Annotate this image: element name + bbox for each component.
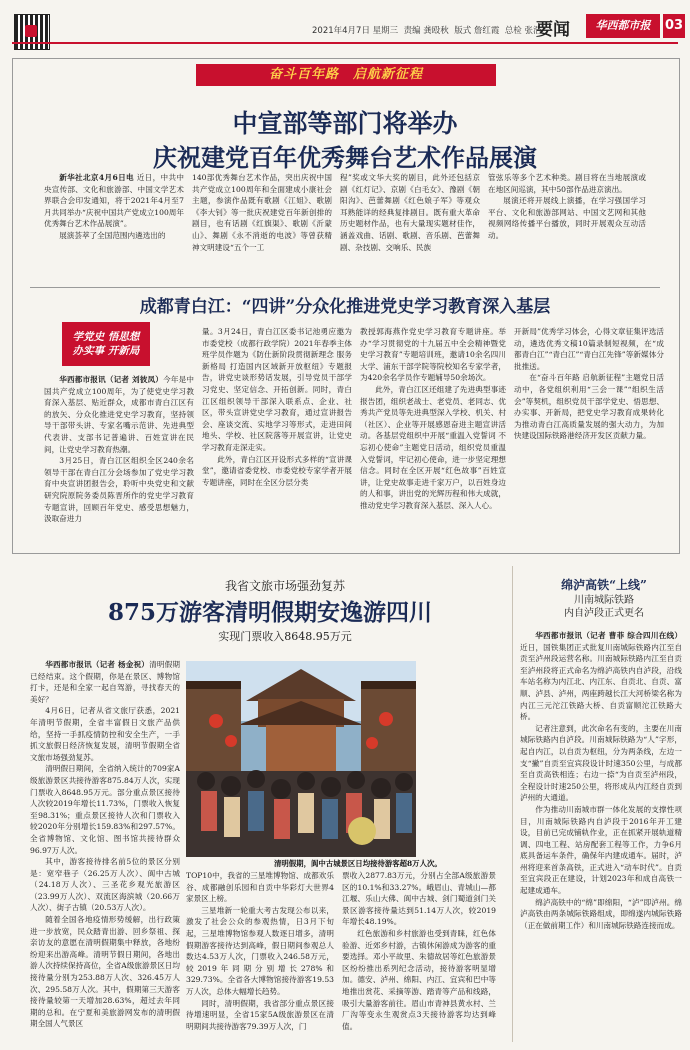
header-rule bbox=[12, 42, 678, 44]
article1-col1-text: 近日，中共中央宣传部、文化和旅游部、中国文学艺术界联合会印发通知，将于2021年4月至7月共同举办“庆祝中国共产党成立100周年优秀舞台艺术作品展演”。 bbox=[44, 173, 184, 229]
article1-col1b: 展演荟萃了全国范围内遴选出的 bbox=[59, 230, 166, 240]
page-number: 03 bbox=[663, 14, 685, 38]
article2-col2b: 此外，青白江区开设形式多样的“宣讲课堂”，邀请省委党校、市委党校专家学者开展专题讲座，同时在全区分层分类 bbox=[202, 454, 352, 487]
article3-kicker: 我省文旅市场强劲复苏 bbox=[224, 579, 345, 593]
article3-subtitle: 实现门票收入8648.95万元 bbox=[218, 630, 352, 643]
header-editor: 责编 龚殴秋 bbox=[403, 26, 449, 36]
article3-col2b: 三星堆新一轮重大考古发现公布以来，激发了社会公众的参观热情，日3月下旬起，三星堆博物馆参观人数逐日增多，清明假期游客接待达到高峰，假日期间参观总人数达4.53万人次，门票收入246.58万元，较2019年同期分别增长278%和329.73%。全省各大博物馆接待游客19.53万人次，总体大幅增长趋势。 bbox=[186, 905, 334, 996]
article3-col2c: 同时，清明假期，我省部分重点景区接待增速明显，全省15家5A级旅游景区在清明期间共接待游客79.39万人次，门 bbox=[186, 998, 334, 1031]
paper-logo: 华西都市报 bbox=[586, 14, 660, 38]
article1-col4 bbox=[488, 172, 646, 284]
rail-separator bbox=[512, 566, 513, 1042]
article3-title: 875万游客清明假期安逸游四川 bbox=[107, 599, 432, 626]
article1-col4a: 管弦乐等多个艺术种类。剧目将在当地展演或在地区间巡演，其中50部作品进京演出。 bbox=[488, 173, 646, 194]
article3-col1c: 清明假日期间，全省纳入统计的709家A级旅游景区共接待游客875.84万人次，实现门票收入8648.95万元。部分重点景区接待人次较2019年增长11.73%，门票收入恢复至98.31%；重点景区接待人次和门票收入较2020年分别增长159.83%和297.57%。全省博物馆、文化馆、图书馆共接待群众96.97万人次。 bbox=[30, 764, 180, 855]
article-divider bbox=[30, 287, 660, 288]
article2-col2a: 量。3月24日，青白江区委书记池勇应邀为市委党校（成都行政学院）2021年春季主体班学员作题为《防仕新阶段贯彻新理念 服务新格局 打造国内区域新开放枢纽》专题报告，讲党史谈形势话发展，引导党员干部学习党史、坚定信念、开拓创新。同时，青白江区组织领导干部深入联系点、企业、社区，带头宣讲党史学习教育，通过宣讲报告会、座谈交流、实地学习等形式，走进田间地头、学校、社区院落等开展宣讲，让党史学习教育走深走实。 bbox=[202, 327, 352, 452]
article4-colb: 记者注意到，此次命名有变的，主要在川南城际铁路内自泸段。川南城际铁路为“人”字形，起自内江，以自贡为枢纽，分为两条线，左边一支“撇”自贡至宜宾段设计时速350公里，与成都至自贡高铁相连；右边一捺“为自贡至泸州段，全程设计时速250公里，将形成从内江经自贡到泸州的大通道。 bbox=[520, 723, 682, 803]
article3-col1b: 4月6日，记者从省文旅厅获悉，2021年清明节假期，全省丰富假日文旅产品供给，坚持一手抓疫情防控和安全生产，一手抓文旅假日经济恢复发展，清明节假期全省文旅市场强劲复苏。 bbox=[30, 706, 180, 762]
header-date: 2021年4月7日 bbox=[312, 26, 370, 36]
ancient-town-photo bbox=[186, 661, 416, 857]
article3-col1-text: 清明假期已经结束。这个假期，你是在景区、博物馆打卡，还是和全家一起自驾游，寻找春天的美好？ bbox=[30, 660, 180, 704]
photo-illustration bbox=[186, 661, 416, 857]
article2-col1 bbox=[44, 374, 194, 546]
badge-line1: 学党史 悟思想 bbox=[72, 331, 140, 343]
header-weekday: 星期三 bbox=[372, 26, 399, 36]
theme-banner: 奋斗百年路 启航新征程 bbox=[196, 64, 496, 86]
article2-col2 bbox=[202, 326, 352, 546]
article3-col3 bbox=[342, 870, 496, 1044]
header-meta bbox=[312, 24, 542, 36]
article1-col3: 程”奖或文华大奖的剧目，此外还包括京剧《红灯记》、京剧《白毛女》、豫剧《朝阳沟》、芭蕾舞剧《红色娘子军》等观众耳熟能详的经典复排剧目。既有重大革命历史题材作品，也有大量现实题材佳作，涵盖戏曲、话剧、歌剧、音乐剧、芭蕾舞剧、杂技剧、交响乐、民族 bbox=[340, 173, 480, 252]
article3-byline: 华西都市报讯（记者 杨金祝） bbox=[45, 660, 150, 669]
article3-col2 bbox=[186, 870, 334, 1044]
badge-line2: 办实事 开新局 bbox=[72, 345, 140, 357]
article4-col-text: 近日，国铁集团正式批复川南城际铁路内江至自贡至泸州段运营名称。川南城际铁路内江至自贡至泸州段将正式命名为绵泸高铁内自泸段，沿线车站名称为内江北、内江东、自贡北、自贡、富顺、泸县、泸州，两座跨越长江大河桥梁名称为内江三元沱江铁路大桥、自贡富顺沱江铁路大桥。 bbox=[520, 642, 682, 722]
article3-col2a: TOP10中，我省的三星堆博物馆、成都欢乐谷、成都融创乐园和自贡中华彩灯大世界4家景区上榜。 bbox=[186, 871, 334, 904]
qr-code bbox=[14, 14, 50, 50]
article3-col1e: 随着全国各地疫情形势缓解，出行政策进一步放宽，民众踏青出游、回乡祭祖、探亲访友的意愿在清明假期集中释放，各地纷纷迎来出游高峰。清明节假日期间，各地出游人次持续保持高位，全省A级旅游景区日均接待量分别为253.88万人次、326.45万人次、295.58万人次。其中，假期第三天游客接待量较第一天增加28.63%，超过去年同期的总和。在宁夏和美旅游网发布的清明假期全国人气景区 bbox=[30, 915, 180, 1029]
article2-col4a: 开新局”优秀学习体会，心得文章征集评选活动，遴选优秀文稿10篇录制短视频，在“成都青白江”“青白江”“青白江先锋”等新媒体分批推送。 bbox=[514, 327, 664, 371]
article2-byline: 华西都市报讯（记者 刘彼凤） bbox=[59, 375, 164, 384]
article2-col1b: 3月25日，青白江区组织全区240余名领导干部在青白江分会场参加了党史学习教育中央宣讲团报告会，聆听中央党史和文献研究院原院务委员陈晋所作的党史学习教育专题宣讲，回顾百年党史、感受思想魅力，汲取奋进力 bbox=[44, 456, 194, 524]
article1-byline: 新华社北京4月6日电 bbox=[59, 173, 134, 182]
article3-col1 bbox=[30, 659, 180, 1044]
article4-colc: 作为推动川南城市群一体化发展的支撑性项目，川南城际铁路内自泸段于2016年开工建设，目前已完成铺轨作业，正在抓紧开展轨道精调、四电工程、站房配套工程等工作，力争6月底具备运车条件，确保年内建成通车。届时，泸州将迎来首条高铁，正式进入“动车时代”。自贡至宜宾段正在建设，计划2023年和成自高铁一起建成通车。 bbox=[520, 804, 682, 896]
article1-col1 bbox=[44, 172, 184, 284]
photo-caption: 清明假期，阆中古城景区日均接待游客超8万人次。 bbox=[274, 859, 442, 868]
section-title: 要闻 bbox=[536, 20, 570, 40]
article3-col3a: 票收入2877.83万元，分别占全部A级旅游景区的10.1%和33.27%。峨眉山、青城山—都江堰、乐山大佛、阆中古城、剑门蜀道剑门关景区游客接待量达到51.14万人次，较2019年增长48.19%。 bbox=[342, 871, 496, 927]
article4-kicker: 绵泸高铁“上线” bbox=[561, 578, 647, 592]
article3-col3b: 红色旅游和乡村旅游也受到青睐，红色体验游、近郊乡村游，古镇休闲游成为游客的重要选择。邓小平故里、朱德故居等红色旅游景区纷纷推出系列纪念活动，接待游客明显增加。德安、泸州、绵阳、内江、宜宾和巴中等地推出赏花、采摘等游、踏青等产品和线路，吸引大量游客前往。眉山市青神县黄水村、兰厂沟等变永生观赏点3天接待游客均达到峰值。 bbox=[342, 928, 496, 1031]
article4-cold: 绵泸高铁中的“绵”即绵阳，“泸”即泸州。绵泸高铁由两条城际铁路组成，即绵遂内城际铁路（正在做前期工作）和川南城际铁路连接而成。 bbox=[520, 897, 682, 930]
article2-title: 成都青白江：“四讲”分众化推进党史学习教育深入基层 bbox=[139, 297, 551, 317]
article2-col3 bbox=[360, 326, 506, 546]
article4-col bbox=[520, 630, 682, 1044]
article2-col4b: 在“奋斗百年路 启航新征程”主题党日活动中，各党组织利用“三会一课”“组织生活会”等契机，组织党员干部学党史、悟思想、办实事、开新局，把党史学习教育成果转化为推动青白江高质量发展的强大动力，为加快建设国际铁路港经济开发区贡献力量。 bbox=[514, 373, 664, 441]
header-designer: 版式 詹红霞 bbox=[454, 26, 500, 36]
article2-col3a: 教授郭海燕作党史学习教育专题讲座。举办“学习贯彻党的十九届五中全会精神暨党史学习教育”专题培训班，邀请10余名四川大学、浦东干部学院等院校知名专家学者，为420余名学员作专题辅导50余场次。 bbox=[360, 327, 506, 383]
article1-title-line2: 庆祝建党百年优秀舞台艺术作品展演 bbox=[153, 143, 537, 172]
article2-col1-text: 今年是中国共产党成立100周年，为了使党史学习教育深入基层、贴近群众，成都市青白江区有的放矢、分众化推进党史学习教育，坚持领导干部带头讲、专家名嘴示范讲、先进典型代表讲、支部书记普遍讲、百姓宣讲在民间，让党史学习教育热潮。 bbox=[44, 375, 194, 454]
article1-title-line1: 中宣部等部门将举办 bbox=[232, 109, 458, 138]
article1-col2: 140部优秀舞台艺术作品，突出庆祝中国共产党成立100周年和全面建成小康社会主题，参演作品既有歌剧《江姐》、歌剧《李大钊》等一批庆祝建党百年新创排的剧目，也有话剧《红旗渠》、歌剧《沂蒙山》、舞剧《永不消逝的电波》等曾获精神文明建设“五个一工 bbox=[192, 173, 332, 252]
article3-col1d: 其中，游客接待排名前5位的景区分别是：宽窄巷子（26.25万人次）、阆中古城（24.18万人次）、三圣花乡观光旅游区（23.99万人次）、双流区海滨城（20.66万人次）、街子古镇（20.53万人次）。 bbox=[30, 857, 180, 913]
article4-byline: 华西都市报讯（记者 曹菲 综合四川在线） bbox=[535, 631, 682, 640]
article4-sub2: 内自泸段正式更名 bbox=[564, 608, 644, 619]
article4-sub1: 川南城际铁路 bbox=[574, 595, 634, 606]
article2-col4 bbox=[514, 326, 664, 546]
theme-badge bbox=[62, 322, 150, 366]
article2-col3b: 此外，青白江区还组建了先进典型事迹报告团，组织老战士、老党员、老同志、优秀共产党员等先进典型深入学校、机关、村（社区）、企业等开展感恩奋进主题宣讲活动。各基层党组织中开展“重温入党誓词 不忘初心使命”主题党日活动，组织党员重温入党誓词，牢记初心使命，进一步坚定理想信念。同时在全区开展“红色故事”百姓宣讲，让党史故事走进千家万户，以百姓身边的人和事，讲出党的光辉历程和伟大成就，推动党史学习教育深入基层、深入人心。 bbox=[360, 384, 506, 510]
article1-col4b: 展演还将开展线上演播，在学习强国学习平台、文化和旅游部网站、中国文艺网和其他视频网络传播平台播放，同时开展观众互动活动。 bbox=[488, 196, 646, 240]
article4-subtitle bbox=[526, 594, 682, 620]
header-checker: 总检 张浩 bbox=[504, 26, 542, 36]
